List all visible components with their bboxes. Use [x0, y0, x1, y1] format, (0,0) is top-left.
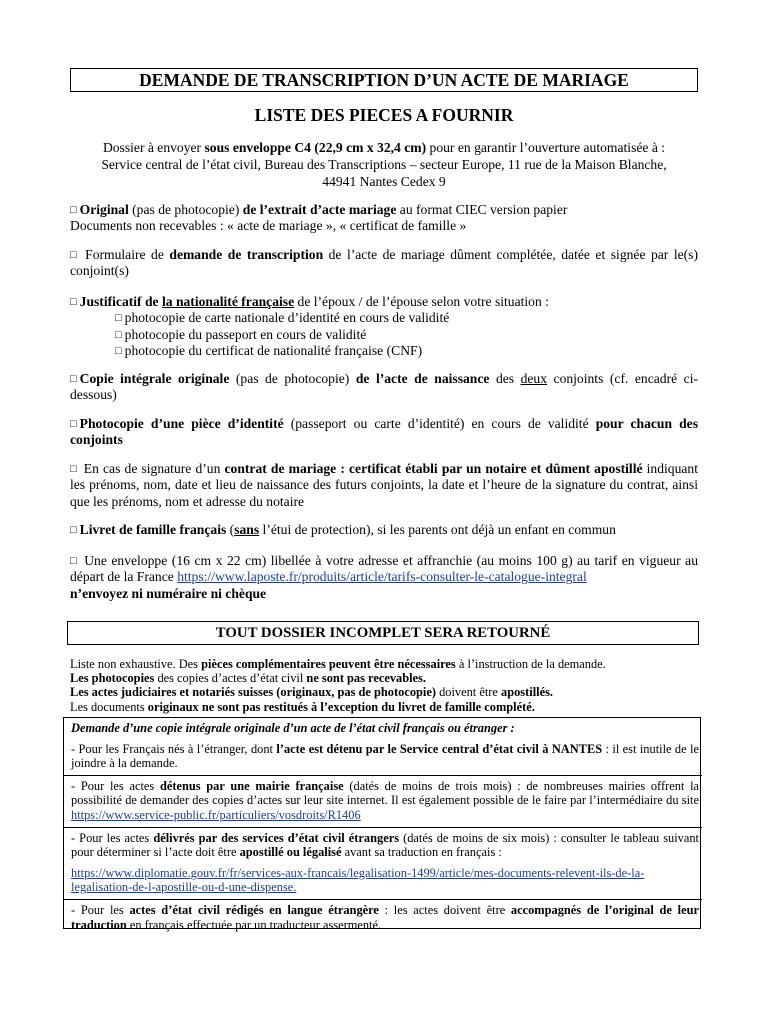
item-justificatif-rest: de l’époux / de l’épouse selon votre situation :: [294, 294, 549, 309]
note-bold: ne sont pas recevables.: [306, 671, 426, 686]
sub-item-text: photocopie de carte nationale d’identité en cours de validité: [124, 310, 450, 325]
sub-item-text: photocopie du certificat de nationalité française (CNF): [124, 343, 423, 358]
info-para-etrangers: [71, 831, 699, 860]
item-contrat-bold: contrat de mariage : certificat établi par un notaire et dûment apostillé: [224, 461, 643, 476]
item-identite-text: (passeport ou carte d’identité) en cours de validité: [283, 416, 596, 431]
info-text: - Pour les: [71, 902, 130, 917]
item-livret-label: Livret de famille français: [79, 522, 227, 537]
intro-text: [70, 139, 698, 190]
laposte-link[interactable]: https://www.laposte.fr/produits/article/tarifs-consulter-le-catalogue-integral: [177, 569, 587, 585]
item-contrat-rest: indiquant les prénoms, nom, date et lieu de naissance des futurs conjoints, la date et l’heure de la signature du contrat, ainsi que les prénoms, nom et adresse du notaire: [70, 461, 698, 509]
intro-text-1a: Dossier à envoyer: [102, 140, 205, 155]
intro-city: 44941 Nantes Cedex 9: [322, 174, 446, 189]
item-livret-sans: sans: [234, 522, 260, 537]
item-enveloppe-text: Une enveloppe (16 cm x 22 cm) libellée à votre adresse et affranchie (au moins 100 g) au tarif en vigueur au départ de la France: [70, 553, 698, 585]
checkbox-icon: □: [70, 373, 77, 385]
note-bold: Les photocopies: [70, 671, 155, 686]
checkbox-icon: □: [70, 524, 77, 536]
item-piece-identite: [70, 416, 698, 449]
info-box-copie-integrale: [63, 717, 701, 932]
info-para-traduction: [71, 903, 699, 932]
info-bold: délivrés par des services d’état civil étrangers: [153, 830, 400, 845]
info-bold: apostillé ou légalisé: [239, 845, 342, 860]
item-original: [70, 202, 698, 235]
item-contrat-mariage: [70, 461, 698, 510]
note-line: [70, 671, 698, 685]
info-bold: l’acte est détenu par le Service central d’état civil à NANTES: [276, 741, 603, 756]
sub-item: [115, 310, 675, 327]
info-separator: [64, 899, 702, 900]
item-enveloppe-warning: n’envoyez ni numéraire ni chèque: [70, 585, 267, 601]
item-identite-label: Photocopie d’une pièce d’identité: [79, 416, 284, 431]
info-text: - Pour les Français nés à l’étranger, dont: [71, 741, 277, 756]
item-original-text: (pas de photocopie): [128, 202, 243, 217]
sub-item: [115, 343, 675, 360]
item-copie-bold: de l’acte de naissance: [355, 371, 490, 386]
note-bold: originaux ne sont pas restitués à l’exception du livret de famille complété.: [147, 699, 535, 714]
info-text: avant sa traduction en français :: [341, 845, 502, 860]
info-text: (datés de moins de trois mois) : de nombreuses mairies offrent la possibilité de demander des copies d’actes sur leur site internet. Il est également possible de le faire par l’intermédiaire du site: [71, 778, 700, 808]
checkbox-icon: □: [70, 296, 77, 308]
info-text: - Pour les actes: [71, 778, 160, 793]
info-box-heading: Demande d’une copie intégrale originale d’un acte de l’état civil français ou étranger :: [71, 721, 515, 735]
note-line: [70, 685, 698, 699]
document-title: DEMANDE DE TRANSCRIPTION D’UN ACTE DE MARIAGE: [70, 68, 698, 92]
note-text: à l’instruction de la demande.: [455, 657, 606, 671]
item-justificatif: [70, 294, 698, 310]
item-copie-rest: conjoints (cf. encadré ci-dessous): [70, 371, 698, 403]
item-formulaire-rest: de l’acte de mariage dûment complétée, datée et signée par le(s) conjoint(s): [70, 247, 698, 279]
item-formulaire-text: Formulaire de: [79, 247, 170, 262]
info-text: (datés de moins de six mois) : consulter le tableau suivant pour déterminer si l’acte doit être: [71, 830, 700, 860]
item-livret-paren: (: [226, 522, 235, 537]
info-text: : les actes doivent être: [378, 902, 511, 917]
checkbox-icon: □: [115, 312, 122, 324]
incomplete-warning-banner: TOUT DOSSIER INCOMPLET SERA RETOURNÉ: [67, 621, 699, 645]
intro-address: Service central de l’état civil, Bureau des Transcriptions – secteur Europe, 11 rue de la Maison Blanche,: [101, 157, 667, 172]
item-copie-deux: deux: [520, 371, 548, 386]
note-bold: pièces complémentaires peuvent être nécessaires: [201, 657, 456, 671]
info-text: - Pour les actes: [71, 830, 154, 845]
item-copie-des: des: [489, 371, 521, 386]
note-line: [70, 700, 698, 714]
item-original-note: Documents non recevables : « acte de mariage », « certificat de famille »: [70, 218, 467, 234]
info-para-nantes: [71, 742, 699, 771]
item-justificatif-label: Justificatif de: [79, 294, 162, 309]
note-bold: apostillés.: [501, 685, 553, 700]
info-bold: détenus par une mairie française: [159, 778, 344, 793]
info-bold: accompagnés de l’original de leur traduction: [71, 902, 699, 932]
item-formulaire-bold: demande de transcription: [169, 247, 324, 262]
info-separator: [64, 775, 702, 776]
service-public-link[interactable]: https://www.service-public.fr/particuliers/vosdroits/R1406: [71, 807, 361, 822]
note-text: des copies d’actes d’état civil: [154, 671, 307, 686]
info-para-mairie: [71, 779, 699, 823]
item-livret-famille: [70, 522, 698, 538]
checkbox-icon: □: [70, 249, 77, 261]
item-copie-text: (pas de photocopie): [229, 371, 356, 386]
item-original-format: au format CIEC version papier: [396, 202, 568, 217]
item-original-label: Original: [79, 202, 129, 217]
note-text: Les documents: [70, 699, 148, 714]
checkbox-icon: □: [70, 463, 77, 475]
intro-envelope-size: sous enveloppe C4 (22,9 cm x 32,4 cm): [204, 140, 427, 155]
checkbox-icon: □: [70, 555, 77, 567]
note-bold: Les actes judiciaires et notariés suisses (originaux, pas de photocopie): [70, 685, 436, 700]
note-line: [70, 657, 698, 671]
info-text: : il est inutile de le joindre à la demande.: [71, 741, 699, 771]
info-text: en français effectuée par un traducteur assermenté.: [126, 917, 382, 932]
checkbox-icon: □: [115, 328, 122, 341]
item-original-bold: de l’extrait d’acte mariage: [242, 202, 397, 217]
item-enveloppe: [70, 553, 698, 602]
intro-text-1c: pour en garantir l’ouverture automatisée à :: [426, 140, 666, 155]
document-subtitle: LISTE DES PIECES A FOURNIR: [254, 105, 514, 125]
sub-item: [115, 327, 675, 344]
info-para-link: [71, 866, 699, 895]
note-text: Liste non exhaustive. Des: [70, 657, 202, 671]
checkbox-icon: □: [70, 418, 77, 430]
justificatif-sublist: [115, 310, 675, 360]
checkbox-icon: □: [115, 345, 122, 357]
item-formulaire: [70, 247, 698, 280]
diplomatie-link[interactable]: https://www.diplomatie.gouv.fr/fr/services-aux-francais/legalisation-1499/article/mes-documents-relevent-ils-de-la-legalisation-de-l-apostille-ou-d-une-dispense.: [71, 865, 645, 895]
info-separator: [64, 827, 702, 828]
item-copie-label: Copie intégrale originale: [79, 371, 230, 386]
checkbox-icon: □: [70, 204, 77, 216]
item-copie-integrale: [70, 371, 698, 404]
item-contrat-text: En cas de signature d’un: [79, 461, 225, 476]
info-bold: actes d’état civil rédigés en langue étrangère: [129, 902, 379, 917]
note-text: doivent être: [435, 685, 502, 700]
sub-item-text: photocopie du passeport en cours de validité: [124, 326, 367, 342]
notes-block: [70, 657, 698, 714]
item-identite-bold: pour chacun des conjoints: [70, 416, 698, 448]
item-livret-rest: l’étui de protection), si les parents ont déjà un enfant en commun: [259, 522, 616, 537]
item-justificatif-nationalite: la nationalité française: [161, 294, 295, 309]
